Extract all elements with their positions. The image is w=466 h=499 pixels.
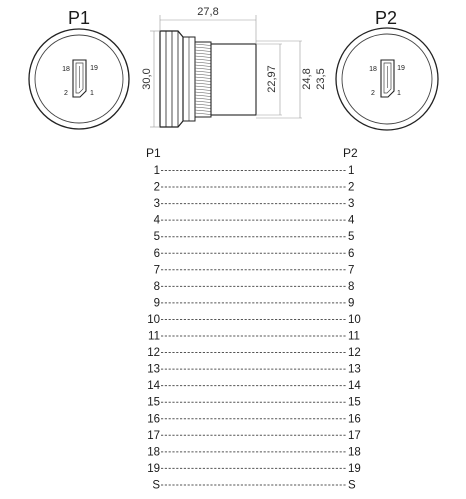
wiring-pin-right: 4 — [348, 214, 355, 227]
wiring-row — [147, 430, 361, 442]
wiring-pin-right: 11 — [348, 330, 360, 343]
wiring-pin-right: 10 — [348, 313, 361, 326]
p1-inner-ring — [35, 35, 123, 123]
wiring-pin-right: 14 — [348, 380, 361, 393]
wiring-pin-right: 7 — [348, 264, 355, 277]
p2-hdmi-port — [381, 60, 394, 97]
wiring-pin-left: 13 — [147, 363, 160, 376]
wiring-pin-right: 6 — [348, 247, 355, 260]
wiring-rows — [147, 165, 361, 491]
p2-pin-label-bottom-left: 2 — [371, 90, 375, 97]
wiring-row — [147, 314, 361, 326]
wiring-row — [147, 347, 361, 359]
wiring-pin-left: 18 — [147, 446, 160, 459]
p1-front-view — [29, 8, 129, 129]
side-view-rear-body — [211, 44, 256, 115]
dimension-flange-height: 30,0 — [141, 68, 153, 90]
wiring-pin-left: S — [152, 479, 160, 492]
p1-title: P1 — [67, 8, 91, 28]
wiring-row — [154, 297, 355, 309]
wiring-pin-left: 12 — [147, 347, 160, 360]
dimension-thread-diameter: 22,97 — [266, 65, 278, 93]
wiring-row — [154, 182, 355, 194]
wiring-row — [154, 248, 355, 260]
wiring-pin-right: 2 — [348, 181, 355, 194]
wiring-row — [154, 281, 355, 293]
side-view-thread-lines — [195, 44, 211, 115]
wiring-row — [154, 165, 355, 177]
wiring-row — [154, 231, 355, 243]
wiring-row — [147, 413, 361, 425]
p1-hdmi-port — [73, 60, 86, 97]
wiring-pin-left: 7 — [153, 264, 160, 277]
p1-outer-ring — [29, 29, 129, 129]
wiring-row — [147, 446, 361, 458]
wiring-pin-left: 14 — [147, 380, 160, 393]
wiring-row — [147, 397, 361, 409]
p2-pin-label-top-left: 18 — [369, 66, 377, 73]
dimension-nut-diameter-b: 23,5 — [315, 68, 327, 90]
wiring-pin-left: 5 — [153, 231, 160, 244]
wiring-row — [147, 380, 361, 392]
wiring-pin-left: 3 — [153, 198, 160, 211]
wiring-pin-right: 15 — [348, 396, 361, 409]
wiring-header-left: P1 — [146, 146, 161, 160]
p2-pin-label-top-right: 19 — [397, 65, 405, 72]
wiring-row — [147, 463, 361, 475]
wiring-pin-right: 5 — [348, 231, 355, 244]
wiring-pin-left: 11 — [148, 330, 160, 343]
wiring-pin-left: 10 — [147, 313, 160, 326]
p2-title: P2 — [374, 8, 398, 28]
p1-pin-label-bottom-left: 2 — [64, 90, 68, 97]
wiring-pin-left: 9 — [153, 297, 160, 310]
wiring-pin-right: S — [348, 479, 356, 492]
wiring-pin-right: 3 — [348, 198, 355, 211]
wiring-row — [148, 331, 360, 343]
wiring-pin-left: 17 — [147, 429, 160, 442]
wiring-pin-right: 8 — [348, 280, 355, 293]
wiring-pin-left: 15 — [147, 396, 160, 409]
wiring-pin-left: 6 — [153, 247, 160, 260]
wiring-pin-right: 1 — [348, 165, 355, 177]
wiring-pin-left: 4 — [153, 214, 160, 227]
dimension-nut-diameter-a: 24,8 — [301, 68, 313, 90]
side-view-flange — [160, 31, 183, 127]
p2-pin-label-bottom-right: 1 — [397, 90, 401, 97]
side-view — [141, 6, 327, 127]
wiring-pin-right: 12 — [348, 347, 361, 360]
wiring-pin-left: 16 — [147, 413, 160, 426]
dimension-length: 27,8 — [197, 6, 219, 18]
wiring-table — [146, 146, 361, 491]
wiring-pin-right: 9 — [348, 297, 355, 310]
wiring-header-right: P2 — [343, 146, 358, 160]
wiring-pin-right: 13 — [348, 363, 361, 376]
wiring-row — [154, 215, 355, 227]
wiring-pin-right: 18 — [348, 446, 361, 459]
p1-pin-label-bottom-right: 1 — [90, 90, 94, 97]
wiring-row — [152, 479, 356, 491]
wiring-pin-left: 8 — [153, 280, 160, 293]
wiring-pin-left: 19 — [147, 462, 160, 475]
wiring-pin-right: 17 — [348, 429, 361, 442]
p1-pin-label-top-right: 19 — [90, 65, 98, 72]
p2-inner-ring — [342, 34, 432, 124]
wiring-row — [147, 364, 361, 376]
wiring-pin-left: 2 — [153, 181, 160, 194]
wiring-pin-left: 1 — [153, 165, 160, 177]
wiring-row — [154, 198, 355, 210]
p2-outer-ring — [336, 28, 438, 130]
wiring-pin-right: 16 — [348, 413, 361, 426]
wiring-pin-right: 19 — [348, 462, 361, 475]
p2-front-view — [336, 8, 438, 130]
p1-pin-label-top-left: 18 — [62, 66, 70, 73]
wiring-row — [154, 264, 355, 276]
